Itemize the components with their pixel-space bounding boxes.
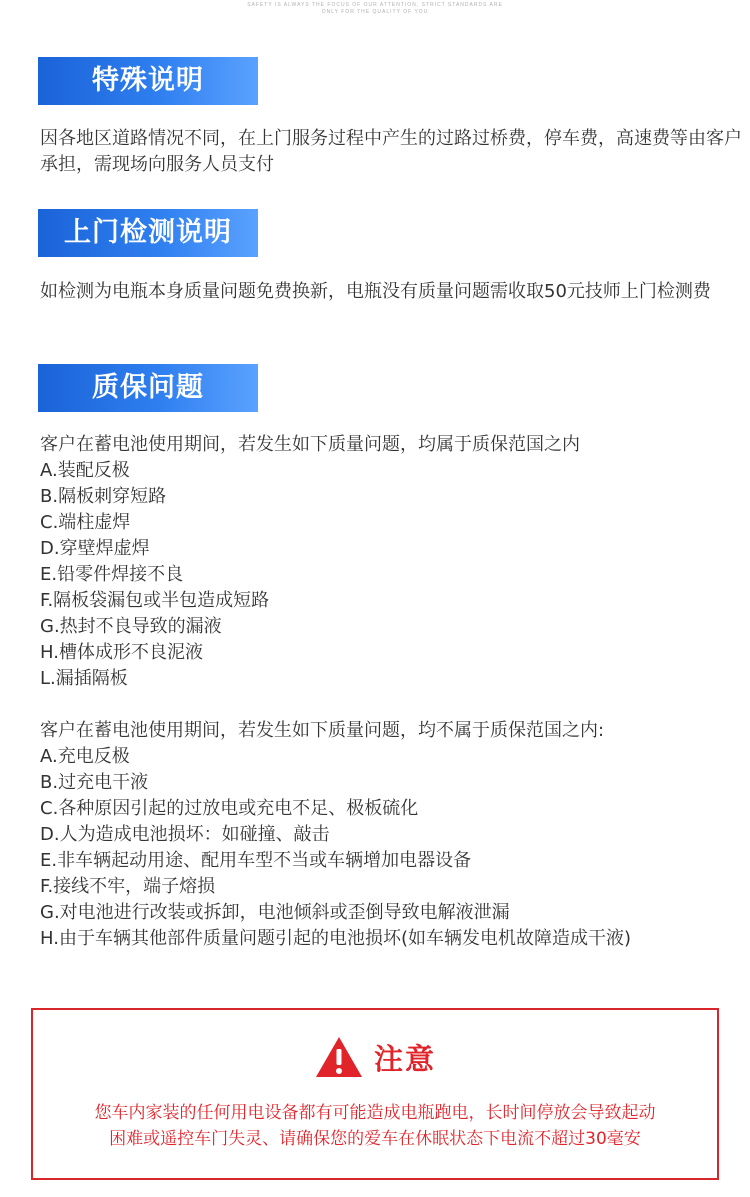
notice-header [33,1032,717,1082]
inspection-text: 如检测为电瓶本身质量问题免费换新，电瓶没有质量问题需收取50元技师上门检测费 [40,281,711,302]
warranty-excluded-block [40,718,745,952]
excluded-item: D.人为造成电池损坏：如碰撞、敲击 [40,824,330,845]
covered-item: C.端柱虚焊 [40,512,131,533]
inspection-heading: 上门检测说明 [38,209,258,257]
excluded-item: B.过充电干液 [40,772,149,793]
tagline-line-1: SAFETY IS ALWAYS THE FOCUS OF OUR ATTENTION, STRICT STANDARDS ARE [247,2,503,8]
notice-line-2: 困难或遥控车门失灵、请确保您的爱车在休眠状态下电流不超过30毫安 [109,1129,641,1149]
tagline-line-2: ONLY FOR THE QUALITY OF YOU [321,9,429,15]
excluded-item: F.接线不牢，端子熔损 [40,876,216,897]
excluded-item: C.各种原因引起的过放电或充电不足、极板硫化 [40,798,419,819]
notice-body [33,1100,717,1152]
excluded-item: E.非车辆起动用途、配用车型不当或车辆增加电器设备 [40,850,472,871]
covered-item: B.隔板刺穿短路 [40,486,167,507]
covered-item: D.穿壁焊虚焊 [40,538,150,559]
covered-item: E.铅零件焊接不良 [40,564,184,585]
warning-triangle-icon [314,1035,364,1079]
covered-item: G.热封不良导致的漏液 [40,616,222,637]
notice-title: 注意 [373,1041,436,1076]
warranty-excluded-intro: 客户在蓄电池使用期间，若发生如下质量问题，均不属于质保范国之内: [40,720,605,741]
warranty-covered-block [40,432,745,692]
excluded-item: G.对电池进行改装或拆卸，电池倾斜或歪倒导致电解液泄漏 [40,902,510,923]
special-notes-text: 因各地区道路情况不同，在上门服务过程中产生的过路过桥费，停车费，高速费等由客户承担，需现场向服务人员支付 [40,128,742,175]
covered-item: A.装配反极 [40,460,130,481]
covered-item: H.槽体成形不良泥液 [40,642,203,663]
warranty-covered-intro: 客户在蓄电池使用期间，若发生如下质量问题，均属于质保范国之内 [40,434,580,455]
covered-item: L.漏插隔板 [40,668,128,689]
warranty-excluded-list [40,744,745,952]
warranty-covered-list [40,458,745,692]
covered-item: F.隔板袋漏包或半包造成短路 [40,590,270,611]
notice-line-1: 您车内家装的任何用电设备都有可能造成电瓶跑电，长时间停放会导致起动 [94,1103,656,1123]
excluded-item: H.由于车辆其他部件质量问题引起的电池损坏(如车辆发电机故障造成干液) [40,928,631,949]
special-notes-heading: 特殊说明 [38,57,258,105]
warranty-heading: 质保问题 [38,364,258,412]
excluded-item: A.充电反极 [40,746,130,767]
notice-box [31,1008,719,1180]
